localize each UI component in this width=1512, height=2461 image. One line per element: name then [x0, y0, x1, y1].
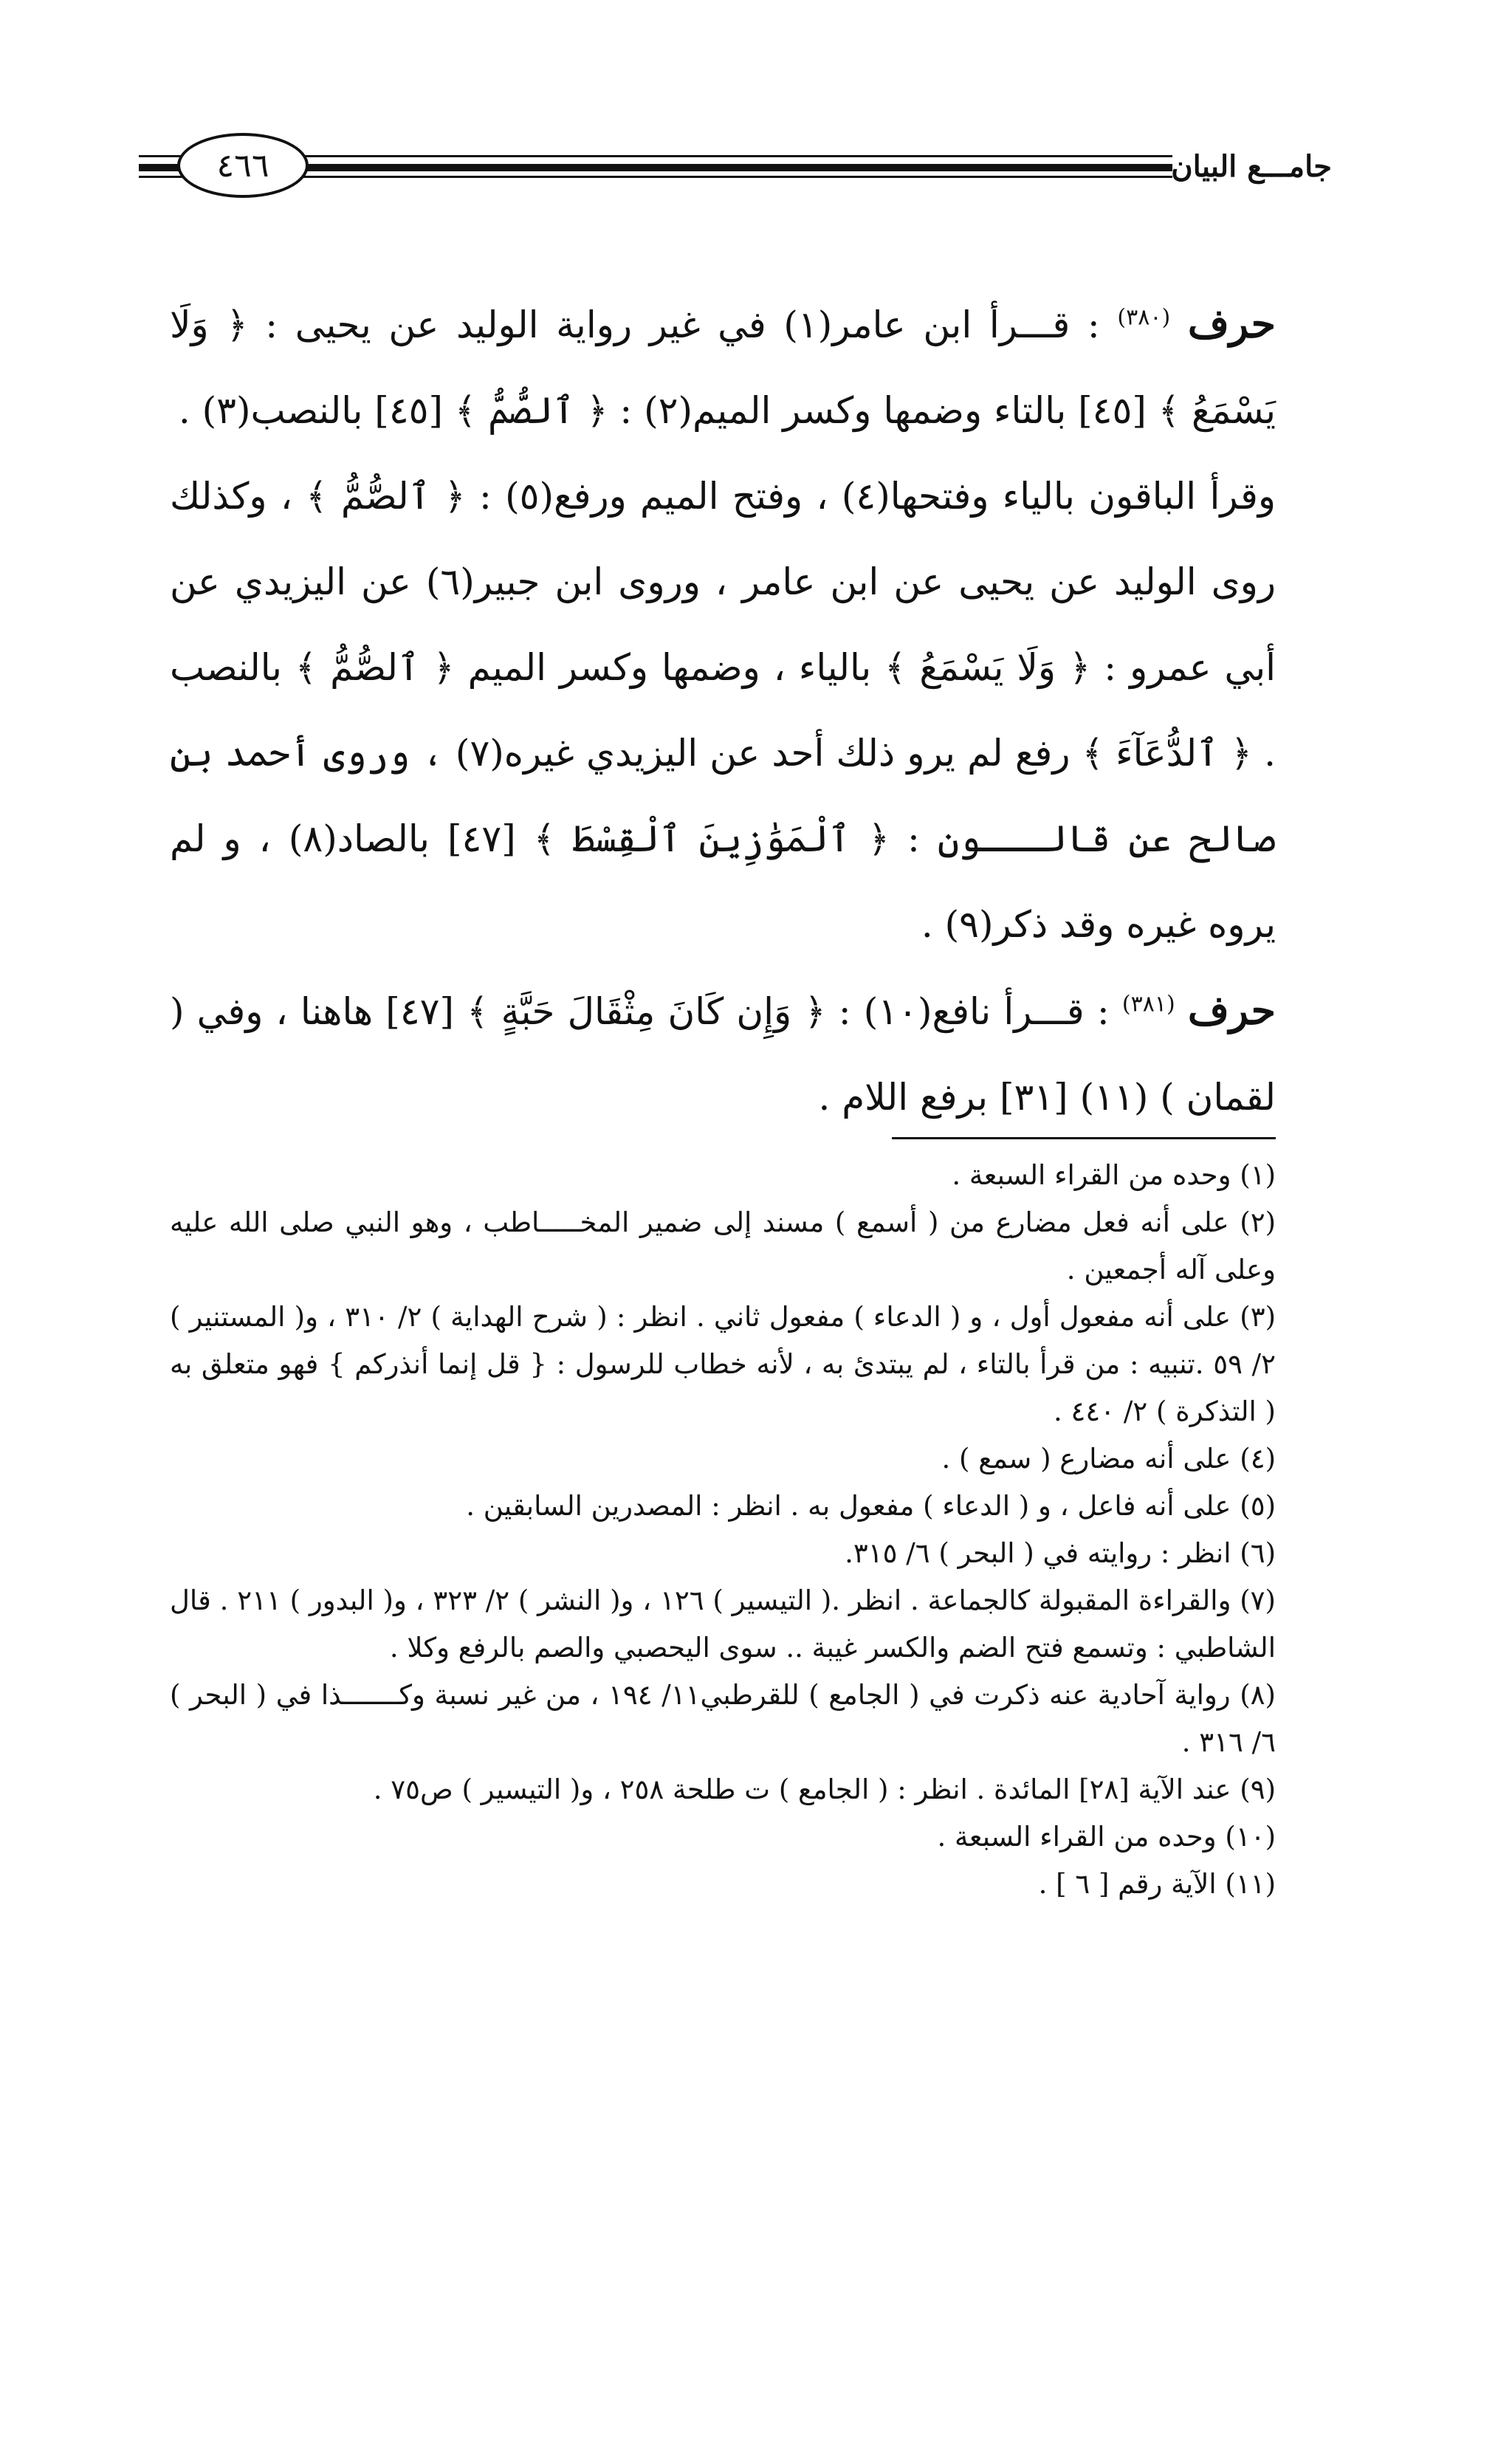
harf-number: (٣٨٠): [1117, 304, 1171, 331]
footnote: (٦) انظر : روايته في ( البحر ) ٦/ ٣١٥.: [845, 1537, 1276, 1569]
footnote: (١٠) وحده من القراء السبعة .: [937, 1821, 1276, 1853]
harf-label: حرف: [1187, 300, 1276, 347]
page-number: ٤٦٦: [216, 146, 269, 185]
harf-number: (٣٨١): [1121, 991, 1175, 1017]
page-number-oval: [177, 133, 309, 198]
footnote: (٤) على أنه مضارع ( سمع ) .: [941, 1443, 1276, 1475]
footnote: (٨) رواية آحادية عنه ذكرت في ( الجامع ) للقرطبي١١/ ١٩٤ ، من غير نسبة وكـــــــذا في ( البحر ) ٦/ ٣١٦ .: [170, 1679, 1276, 1758]
running-title: جامـــع البيان: [1171, 149, 1332, 184]
footnote: (١) وحده من القراء السبعة .: [952, 1159, 1276, 1191]
paragraph-harf-380: [170, 281, 1276, 453]
footnote: (٣) على أنه مفعول أول ، و ( الدعاء ) مفعول ثاني . انظر : ( شرح الهداية ) ٢/ ٣١٠ ، و( المستنير ) ٢/ ٥٩ .تنبيه : من قرأ بالتاء ، لم يبتدئ به ، لأنه خطاب للرسول : { قل إنما أنذركم } فهو متعلق به ( التذكرة ) ٢/ ٤٤٠ .: [170, 1301, 1276, 1427]
footnote: (١١) الآية رقم [ ٦ ] .: [1038, 1868, 1276, 1900]
paragraph-text: وقرأ الباقون بالياء وفتحها(٤) ، وفتح الميم ورفع(٥) : ﴿ ٱلصُّمُّ ﴾ ، وكذلك روى الوليد عن يحيى عن ابن عامر ، وروى ابن جبير(٦) عن اليزيدي عن أبي عمرو : ﴿ وَلَا يَسْمَعُ ﴾ بالياء ، وضمها وكسر الميم ﴿ ٱلصُّمُّ ﴾ بالنصب . ﴿ ٱلدُّعَآءَ ﴾ رفع لم يرو ذلك أحد عن اليزيدي غيره(٧) ، وروى أحمد بن صالح عن قالـــون : ﴿ ٱلْمَوَٰزِينَ ٱلْقِسْطَ ﴾ [٤٧] بالصاد(٨) ، و لم يروه غيره وقد ذكر(٩) .: [170, 475, 1276, 946]
footnote: (٧) والقراءة المقبولة كالجماعة . انظر .( التيسير ) ١٢٦ ، و( النشر ) ٢/ ٣٢٣ ، و( البدور ) ٢١١ . قال الشاطبي : وتسمع فتح الضم والكسر غيبة .. سوى اليحصبي والصم بالرفع وكلا .: [170, 1585, 1276, 1664]
harf-label: حرف: [1187, 986, 1276, 1034]
footnote: (٥) على أنه فاعل ، و ( الدعاء ) مفعول به . انظر : المصدرين السابقين .: [466, 1490, 1276, 1522]
footnotes: [170, 1152, 1276, 1908]
footnote-separator: [892, 1137, 1276, 1139]
footnote: (٩) عند الآية [٢٨] المائدة . انظر : ( الجامع ) ت طلحة ٢٥٨ ، و( التيسير ) ص٧٥ .: [373, 1774, 1276, 1805]
main-text: [170, 281, 1276, 1140]
paragraph-harf-381: [170, 967, 1276, 1140]
paragraph-readings: [170, 453, 1276, 967]
paragraph-text: : قـــرأ نافع(١٠) : ﴿ وَإِن كَانَ مِثْقَالَ حَبَّةٍ ﴾ [٤٧] هاهنا ، وفي ( لقمان ) (١١) [٣١] برفع اللام .: [170, 990, 1276, 1119]
footnote: (٢) على أنه فعل مضارع من ( أسمع ) مسند إلى ضمير المخـــــاطب ، وهو النبي صلى الله عليه وعلى آله أجمعين .: [170, 1207, 1276, 1286]
paragraph-text: : قـــرأ ابن عامر(١) في غير رواية الوليد عن يحيى : ﴿ وَلَا يَسْمَعُ ﴾ [٤٥] بالتاء وضمها وكسر الميم(٢) : ﴿ ٱلصُّمُّ ﴾ [٤٥] بالنصب(٣) .: [170, 303, 1276, 432]
